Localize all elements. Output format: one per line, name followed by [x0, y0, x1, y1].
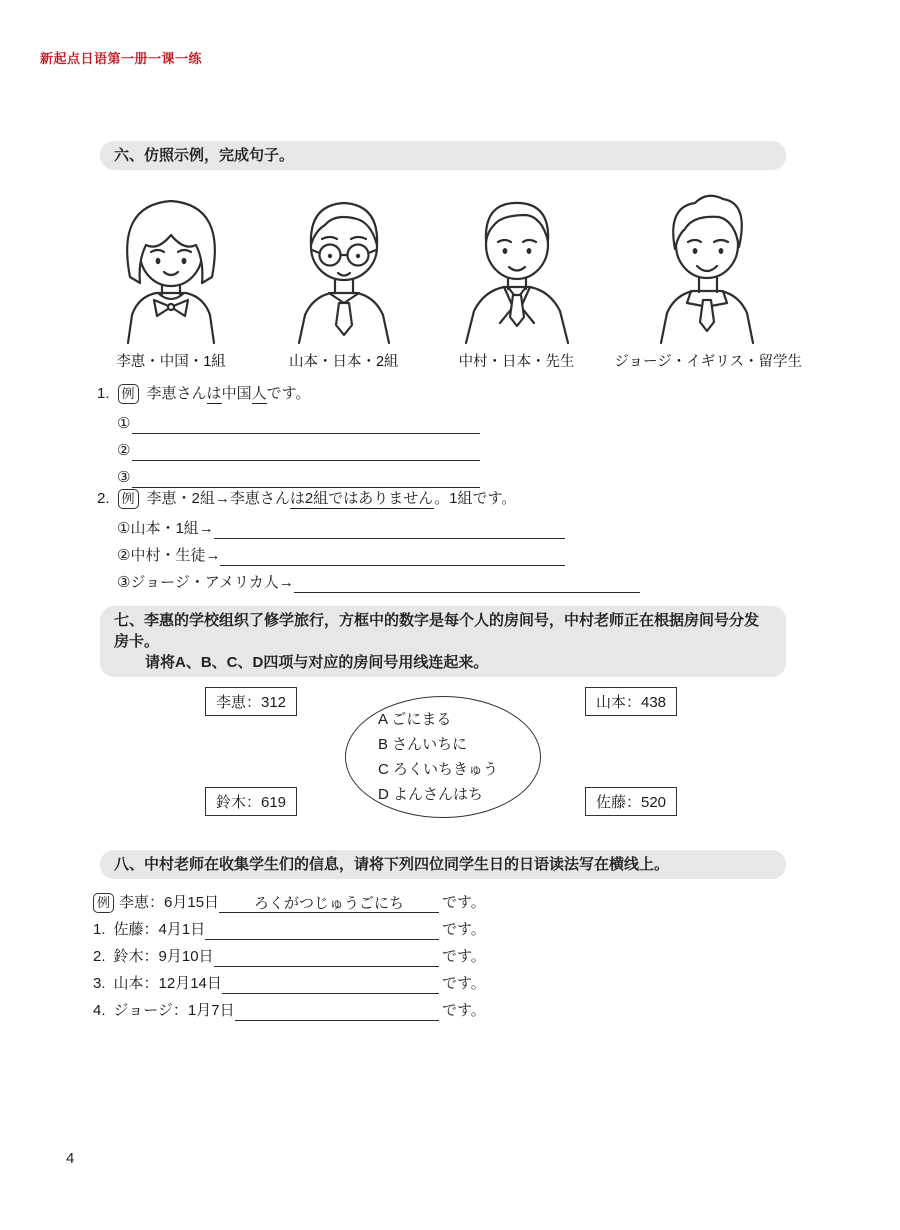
option-a[interactable]: A ごにまる: [378, 711, 452, 728]
exercise-2-example: [97, 489, 640, 509]
sentence-ending: です。: [442, 1002, 486, 1019]
matching-diagram: [0, 676, 900, 828]
character-caption: ジョージ・イギリス・留学生: [614, 354, 802, 370]
answer-blank: [220, 547, 565, 566]
item-prompt: 山本：12月14日: [113, 975, 222, 992]
item-number: 1.: [93, 921, 106, 938]
answer-blank: [235, 1002, 439, 1021]
item-number: 4.: [93, 1002, 106, 1019]
character-george: [614, 174, 802, 371]
item-prompt: ①山本・1組→: [117, 520, 214, 537]
character-nakamura: [442, 174, 592, 371]
underlined-phrase: は2組ではありません: [289, 490, 435, 507]
exercise-1-example: [97, 384, 480, 404]
answer-blank: [132, 415, 480, 434]
exercise-2: [97, 489, 640, 600]
item-prompt: 佐藤：4月1日: [113, 921, 206, 938]
character-row: [96, 174, 802, 371]
room-box-sato[interactable]: 佐藤：520: [585, 787, 677, 816]
underlined-particle: は: [206, 385, 222, 402]
character-yamamoto: [269, 174, 419, 371]
section-7-heading-line2: 请将A、B、C、D四项与对应的房间号用线连起来。: [145, 654, 489, 671]
room-box-yamamoto[interactable]: 山本：438: [585, 687, 677, 716]
answer-line-1: [97, 519, 565, 539]
character-caption: 中村・日本・先生: [458, 354, 575, 370]
option-b[interactable]: B さんいちに: [378, 736, 468, 753]
example-sentence: 李恵・2組→李恵さんは2組ではありません。1組です。: [146, 490, 517, 507]
circled-number: ③: [117, 469, 131, 486]
birthday-exercise: [93, 893, 486, 1028]
example-row: [93, 893, 486, 913]
example-sentence: 李恵さんは中国人です。: [146, 385, 311, 402]
option-c[interactable]: C ろくいちきゅう: [378, 761, 499, 778]
section-7-heading-line1: 七、李惠的学校组织了修学旅行，方框中的数字是每个人的房间号，中村老师正在根据房间号分发房卡。: [114, 612, 760, 650]
answer-line-1: [97, 414, 480, 434]
item-row-4: [93, 1001, 486, 1021]
sentence-ending: です。: [442, 948, 486, 965]
item-row-3: [93, 974, 486, 994]
character-caption: 李恵・中国・1組: [116, 354, 226, 370]
answer-blank: [132, 442, 480, 461]
example-prompt: 李恵：6月15日: [119, 894, 220, 911]
exercise-1: [97, 384, 480, 495]
item-prompt: 鈴木：9月10日: [113, 948, 214, 965]
example-box: 例: [93, 893, 114, 913]
example-box: 例: [118, 489, 139, 509]
exercise-number: 1.: [97, 385, 110, 402]
option-d[interactable]: D よんさんはち: [378, 786, 484, 803]
answer-line-3: [97, 573, 640, 593]
character-li-hui: [96, 174, 246, 371]
item-row-2: [93, 947, 486, 967]
item-prompt: ③ジョージ・アメリカ人→: [117, 574, 294, 591]
answer-blank: [132, 469, 480, 488]
answer-blank: [214, 948, 439, 967]
answer-line-2: [97, 441, 480, 461]
exercise-number: 2.: [97, 490, 110, 507]
book-title: 新起点日语第一册一课一练: [40, 51, 203, 66]
answer-blank: [294, 574, 640, 593]
example-box: 例: [118, 384, 139, 404]
sentence-ending: です。: [442, 921, 486, 938]
teacher-suit-portrait-illustration: [442, 174, 592, 346]
boy-glasses-portrait-illustration: [269, 174, 419, 346]
section-8-heading: 八、中村老师在收集学生们的信息，请将下列四位同学生日的日语读法写在横线上。: [100, 850, 786, 879]
example-answer: ろくがつじゅうごにち: [219, 894, 439, 913]
answer-line-3: [97, 468, 480, 488]
options-ellipse: [345, 696, 541, 818]
character-caption: 山本・日本・2組: [288, 354, 399, 370]
item-number: 3.: [93, 975, 106, 992]
sentence-ending: です。: [442, 975, 486, 992]
item-row-1: [93, 920, 486, 940]
circled-number: ①: [117, 415, 131, 432]
circled-number: ②: [117, 442, 131, 459]
item-prompt: ジョージ：1月7日: [113, 1002, 235, 1019]
girl-portrait-illustration: [96, 174, 246, 346]
section-7-heading: [100, 606, 786, 677]
room-box-li-hui[interactable]: 李恵：312: [205, 687, 297, 716]
answer-blank: [214, 520, 565, 539]
answer-blank: [222, 975, 439, 994]
answer-blank: [205, 921, 439, 940]
answer-line-2: [97, 546, 565, 566]
page-number: 4: [66, 1150, 75, 1167]
item-number: 2.: [93, 948, 106, 965]
item-prompt: ②中村・生徒→: [117, 547, 221, 564]
sentence-ending: です。: [442, 894, 486, 911]
underlined-word: 人: [251, 385, 267, 402]
student-portrait-illustration: [633, 174, 783, 346]
section-6-heading: 六、仿照示例，完成句子。: [100, 141, 786, 170]
room-box-suzuki[interactable]: 鈴木：619: [205, 787, 297, 816]
